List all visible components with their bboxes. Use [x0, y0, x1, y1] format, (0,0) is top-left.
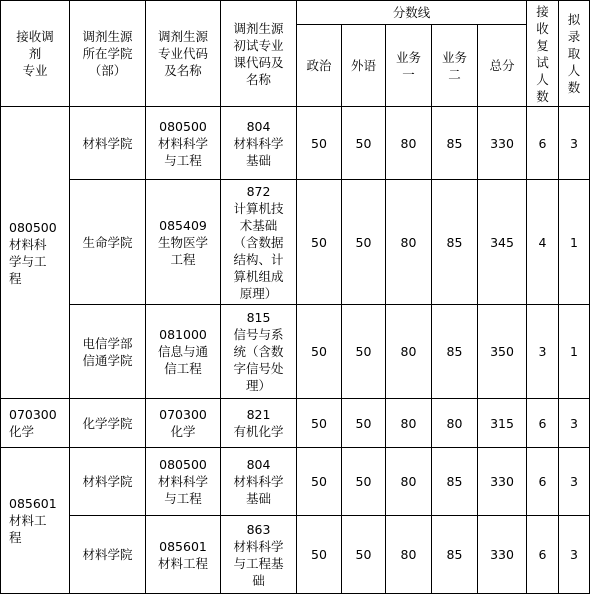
- admit-count-cell: 3: [559, 516, 590, 594]
- retest-count-cell: 6: [527, 448, 559, 516]
- header-retest-count: 接 收 复 试 人 数: [527, 1, 559, 107]
- foreign-score-cell: 50: [342, 180, 386, 305]
- header-score-line: 分数线: [297, 1, 527, 25]
- foreign-score-cell: 50: [342, 305, 386, 399]
- source-major-code-cell: 085601 材料工程: [146, 516, 221, 594]
- source-school-cell: 材料学院: [70, 516, 146, 594]
- admit-count-cell: 1: [559, 180, 590, 305]
- retest-count-cell: 6: [527, 399, 559, 448]
- foreign-score-cell: 50: [342, 107, 386, 180]
- source-major-code-cell: 085409 生物医学 工程: [146, 180, 221, 305]
- subject-two-score-cell: 80: [432, 399, 478, 448]
- receiving-major-cell: 070300 化学: [1, 399, 70, 448]
- retest-count-cell: 6: [527, 516, 559, 594]
- table-row: [1, 305, 590, 399]
- header-foreign-language: 外语: [342, 25, 386, 107]
- header-receiving-major: 接收调 剂 专业: [1, 1, 70, 107]
- source-major-code-cell: 070300 化学: [146, 399, 221, 448]
- foreign-score-cell: 50: [342, 516, 386, 594]
- total-score-cell: 315: [478, 399, 527, 448]
- source-school-cell: 材料学院: [70, 448, 146, 516]
- header-source-exam-course: 调剂生源 初试专业 课代码及 名称: [221, 1, 297, 107]
- header-admit-count: 拟 录 取 人 数: [559, 1, 590, 107]
- subject-two-score-cell: 85: [432, 107, 478, 180]
- header-subject-one: 业务 一: [386, 25, 432, 107]
- header-subject-two: 业务 二: [432, 25, 478, 107]
- subject-one-score-cell: 80: [386, 107, 432, 180]
- header-politics: 政治: [297, 25, 342, 107]
- exam-course-cell: 815 信号与系 统（含数 字信号处 理）: [221, 305, 297, 399]
- politics-score-cell: 50: [297, 305, 342, 399]
- source-school-cell: 电信学部 信通学院: [70, 305, 146, 399]
- subject-two-score-cell: 85: [432, 516, 478, 594]
- admit-count-cell: 1: [559, 305, 590, 399]
- exam-course-cell: 821 有机化学: [221, 399, 297, 448]
- table-row: [1, 180, 590, 305]
- source-school-cell: 材料学院: [70, 107, 146, 180]
- total-score-cell: 345: [478, 180, 527, 305]
- exam-course-cell: 804 材料科学 基础: [221, 448, 297, 516]
- total-score-cell: 330: [478, 516, 527, 594]
- header-source-school: 调剂生源 所在学院 （部）: [70, 1, 146, 107]
- politics-score-cell: 50: [297, 448, 342, 516]
- subject-one-score-cell: 80: [386, 305, 432, 399]
- table-row: [1, 516, 590, 594]
- politics-score-cell: 50: [297, 516, 342, 594]
- table-row: [1, 399, 590, 448]
- admit-count-cell: 3: [559, 448, 590, 516]
- exam-course-cell: 804 材料科学 基础: [221, 107, 297, 180]
- foreign-score-cell: 50: [342, 448, 386, 516]
- retest-count-cell: 6: [527, 107, 559, 180]
- source-major-code-cell: 081000 信息与通 信工程: [146, 305, 221, 399]
- foreign-score-cell: 50: [342, 399, 386, 448]
- retest-count-cell: 3: [527, 305, 559, 399]
- source-school-cell: 化学学院: [70, 399, 146, 448]
- retest-count-cell: 4: [527, 180, 559, 305]
- admit-count-cell: 3: [559, 107, 590, 180]
- politics-score-cell: 50: [297, 180, 342, 305]
- total-score-cell: 350: [478, 305, 527, 399]
- subject-one-score-cell: 80: [386, 516, 432, 594]
- subject-two-score-cell: 85: [432, 305, 478, 399]
- politics-score-cell: 50: [297, 107, 342, 180]
- source-major-code-cell: 080500 材料科学 与工程: [146, 448, 221, 516]
- table-row: [1, 448, 590, 516]
- politics-score-cell: 50: [297, 399, 342, 448]
- receiving-major-cell: 085601 材料工 程: [1, 448, 70, 594]
- subject-one-score-cell: 80: [386, 448, 432, 516]
- receiving-major-cell: 080500 材料科 学与工 程: [1, 107, 70, 399]
- exam-course-cell: 863 材料科学 与工程基 础: [221, 516, 297, 594]
- subject-two-score-cell: 85: [432, 180, 478, 305]
- table-row: [1, 107, 590, 180]
- subject-one-score-cell: 80: [386, 399, 432, 448]
- subject-two-score-cell: 85: [432, 448, 478, 516]
- total-score-cell: 330: [478, 448, 527, 516]
- subject-one-score-cell: 80: [386, 180, 432, 305]
- admit-count-cell: 3: [559, 399, 590, 448]
- header-total: 总分: [478, 25, 527, 107]
- source-major-code-cell: 080500 材料科学 与工程: [146, 107, 221, 180]
- source-school-cell: 生命学院: [70, 180, 146, 305]
- header-source-major-code: 调剂生源 专业代码 及名称: [146, 1, 221, 107]
- total-score-cell: 330: [478, 107, 527, 180]
- exam-course-cell: 872 计算机技 术基础 （含数据 结构、计 算机组成 原理）: [221, 180, 297, 305]
